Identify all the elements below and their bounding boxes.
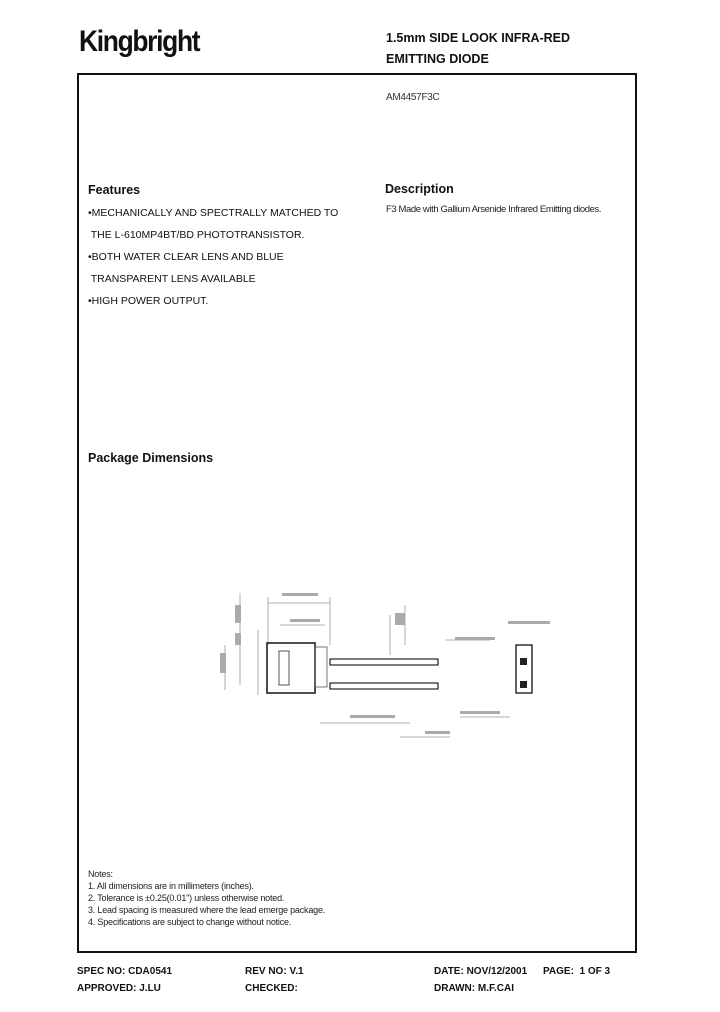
part-number: AM4457F3C (386, 92, 440, 103)
notes-block (88, 868, 325, 928)
drawn-by: DRAWN: M.F.CAI (434, 983, 514, 994)
revision-number: REV NO: V.1 (245, 966, 304, 977)
date-field: DATE: NOV/12/2001 (434, 966, 528, 977)
checked-by: CHECKED: (245, 983, 298, 994)
title-line-2: EMITTING DIODE (386, 52, 489, 66)
spec-number: SPEC NO: CDA0541 (77, 966, 173, 977)
description-text: F3 Made with Gallium Arsenide Infrared Emitting diodes. (386, 204, 602, 215)
feature-line: •BOTH WATER CLEAR LENS AND BLUE (88, 251, 284, 263)
note-item: 2. Tolerance is ±0.25(0.01") unless otherwise noted. (88, 893, 285, 903)
package-dimension-drawing (210, 585, 570, 750)
description-heading: Description (385, 182, 454, 196)
notes-title: Notes: (88, 869, 113, 879)
kingbright-logo: Kingbright (79, 25, 200, 58)
note-item: 4. Specifications are subject to change without notice. (88, 917, 292, 927)
note-item: 1. All dimensions are in millimeters (inches). (88, 881, 254, 891)
feature-line: THE L-610MP4BT/BD PHOTOTRANSISTOR. (88, 229, 305, 241)
title-line-1: 1.5mm SIDE LOOK INFRA-RED (386, 31, 571, 45)
page-number: PAGE: 1 OF 3 (543, 966, 611, 977)
features-list (88, 206, 368, 316)
package-dimensions-heading: Package Dimensions (88, 451, 214, 465)
approved-by: APPROVED: J.LU (77, 983, 161, 994)
features-heading: Features (88, 183, 141, 197)
feature-line: •HIGH POWER OUTPUT. (88, 295, 209, 307)
feature-line: TRANSPARENT LENS AVAILABLE (88, 273, 256, 285)
feature-line: •MECHANICALLY AND SPECTRALLY MATCHED TO (88, 207, 339, 219)
note-item: 3. Lead spacing is measured where the lead emerge package. (88, 905, 326, 915)
